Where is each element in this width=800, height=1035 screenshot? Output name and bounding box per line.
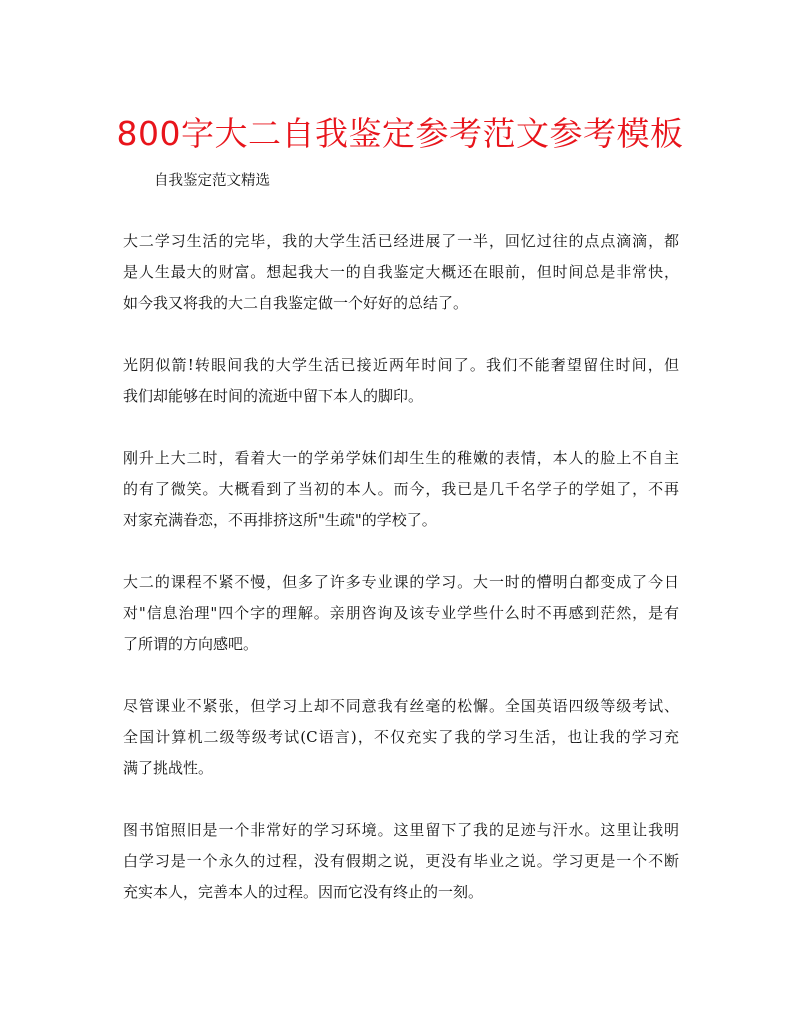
paragraph-line: 光阴似箭!转眼间我的大学生活已接近两年时间了。我们不能奢望留住时间，但 bbox=[123, 356, 679, 374]
paragraph bbox=[123, 443, 679, 536]
paragraph bbox=[123, 350, 679, 412]
paragraph-line: 满了挑战性。 bbox=[123, 759, 214, 777]
paragraph-line: 白学习是一个永久的过程，没有假期之说，更没有毕业之说。学习更是一个不断 bbox=[123, 852, 679, 870]
paragraph-line: 尽管课业不紧张，但学习上却不同意我有丝毫的松懈。全国英语四级等级考试、 bbox=[123, 697, 679, 715]
paragraph-line: 全国计算机二级等级考试(C语言)，不仅充实了我的学习生活，也让我的学习充 bbox=[123, 728, 679, 746]
paragraph-line: 图书馆照旧是一个非常好的学习环境。这里留下了我的足迹与汗水。这里让我明 bbox=[123, 821, 679, 839]
paragraph-line: 如今我又将我的大二自我鉴定做一个好好的总结了。 bbox=[123, 294, 469, 312]
paragraph-line: 是人生最大的财富。想起我大一的自我鉴定大概还在眼前，但时间总是非常快， bbox=[123, 263, 679, 281]
paragraph bbox=[123, 567, 679, 660]
paragraph bbox=[123, 226, 679, 319]
document-title: 800字大二自我鉴定参考范文参考模板 bbox=[116, 114, 684, 153]
paragraph-line: 我们却能够在时间的流逝中留下本人的脚印。 bbox=[123, 387, 424, 405]
paragraph-line: 的有了微笑。大概看到了当初的本人。而今，我已是几千名学子的学姐了，不再 bbox=[123, 480, 679, 498]
paragraph-line: 充实本人，完善本人的过程。因而它没有终止的一刻。 bbox=[123, 883, 484, 901]
document-subtitle: 自我鉴定范文精选 bbox=[154, 173, 270, 189]
paragraph-line: 大二的课程不紧不慢，但多了许多专业课的学习。大一时的懵明白都变成了今日 bbox=[123, 573, 679, 591]
paragraph bbox=[123, 815, 679, 908]
paragraph-line: 了所谓的方向感吧。 bbox=[123, 635, 259, 653]
paragraph bbox=[123, 691, 679, 784]
paragraph-line: 对家充满眷恋，不再排挤这所"生疏"的学校了。 bbox=[123, 511, 437, 529]
paragraph-line: 大二学习生活的完毕，我的大学生活已经进展了一半，回忆过往的点点滴滴，都 bbox=[123, 232, 679, 250]
paragraph-line: 对"信息治理"四个字的理解。亲朋咨询及该专业学些什么时不再感到茫然，是有 bbox=[123, 604, 679, 622]
paragraph-line: 刚升上大二时，看着大一的学弟学妹们却生生的稚嫩的表情，本人的脸上不自主 bbox=[123, 449, 679, 467]
